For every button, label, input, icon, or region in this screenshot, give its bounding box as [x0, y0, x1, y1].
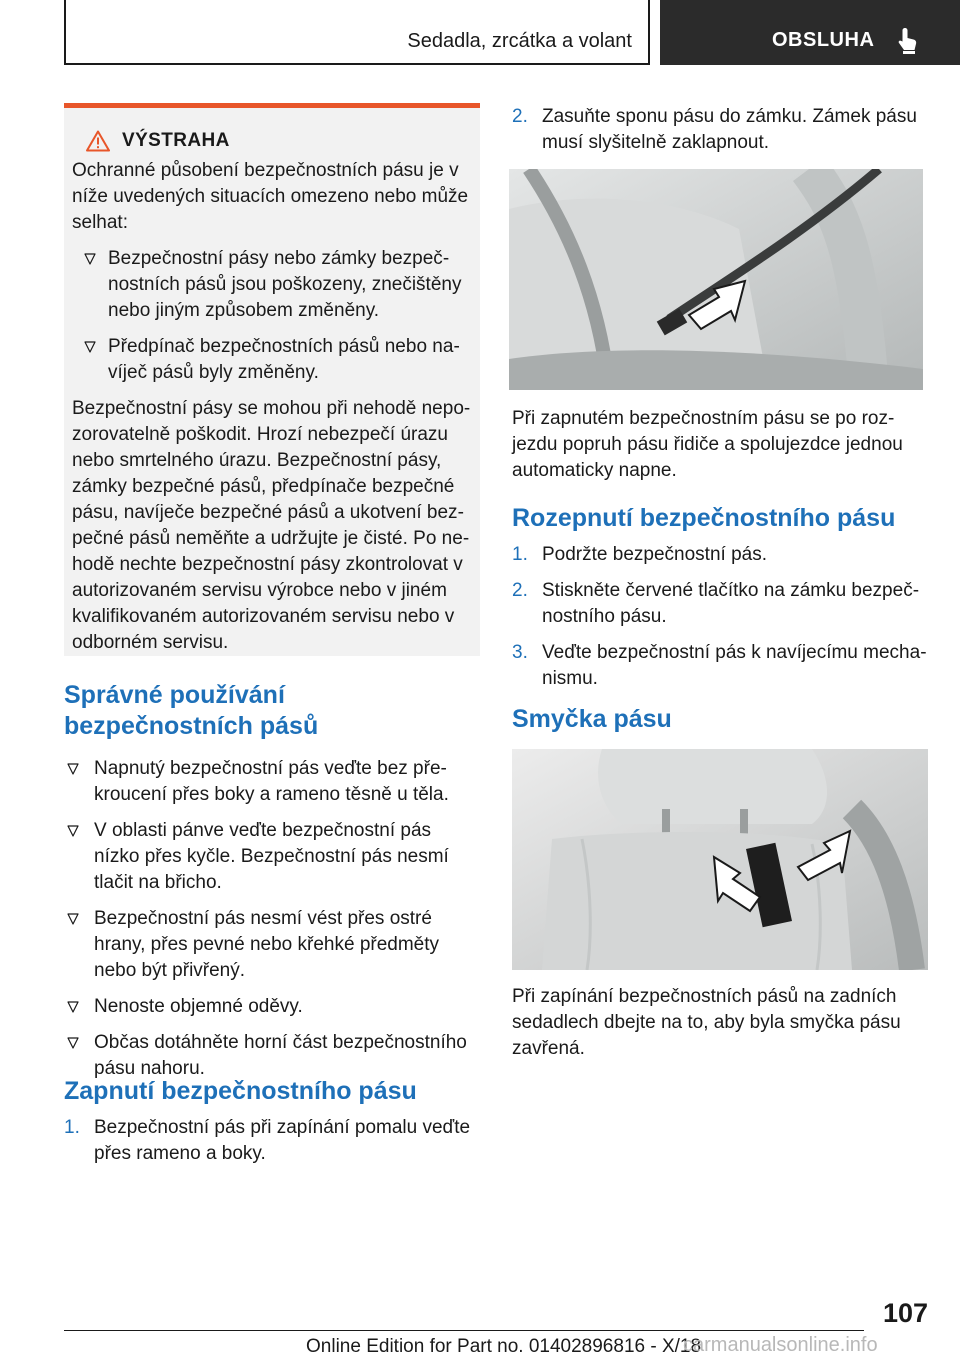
warning-box	[64, 103, 480, 656]
section-fasten-continued	[512, 104, 928, 166]
list-item: 1. Podržte bezpečnostní pás.	[512, 544, 767, 565]
list-item: Bezpečnostní pás nesmí vést přes ostré hrany, přes pevné nebo křehké předměty nebo být přivřený.	[64, 906, 480, 984]
warning-list-item: Předpínač bezpečnostních pásů nebo navíječ pásů byly změněny.	[72, 334, 472, 386]
header-section-title: Sedadla, zrcátka a volant	[407, 30, 632, 52]
list-item: Občas dotáhněte horní část bezpečnostního pásu nahoru.	[64, 1030, 480, 1082]
bullet-triangle-icon	[67, 763, 79, 775]
fasten-note: Při zapnutém bezpečnostním pásu se po rozjezdu popruh pásu řidiče a spolujezdce jednou automaticky napne.	[512, 408, 903, 481]
chapter-tab	[660, 0, 960, 65]
section-heading-loop: Smyčka pásu	[512, 705, 672, 733]
warning-title: VÝSTRAHA	[122, 130, 230, 151]
page-number: 107	[882, 1298, 928, 1328]
section-heading: Zapnutí bezpečnostního pásu	[64, 1077, 417, 1105]
warning-list-item: Bezpečnostní pásy nebo zámky bezpečnostních pásů jsou poškozeny, znečištěny nebo jiným způsobem změněny.	[72, 246, 472, 324]
correct-use-list	[64, 756, 480, 1082]
section-heading: Správné používání bezpečnostních pásů	[64, 681, 319, 740]
section-heading: Rozepnutí bezpečnostního pásu	[512, 504, 896, 532]
warning-body: Bezpečnostní pásy se mohou při nehodě nepozorovatelně poškodit. Hrozí nebezpečí úrazu nebo smrtelného úrazu. Bezpečnostní pásy, zámky bezpečné pásů, předpínače bezpečné pásu, navíječe bezpečné pásů a ukotvení bezpečné pásů neměňte a udržujte je čisté. Po nehodě nechte bezpečnostní pásy zkontrolovat v autorizovaném servisu výrobce nebo v jiném kvalifikovaném autorizovaném servisu nebo v odborném servisu.	[72, 398, 471, 653]
list-item: 1. Bezpečnostní pás při zapínání pomalu veďte přes rameno a boky.	[64, 1117, 471, 1164]
list-item: Nenoste objemné oděvy.	[64, 994, 480, 1020]
chapter-tab-label: OBSLUHA	[772, 29, 875, 51]
seatbelt-buckle-image	[509, 169, 923, 390]
list-item: Napnutý bezpečnostní pás veďte bez překroucení přes boky a rameno těsně u těla.	[64, 756, 480, 808]
bullet-triangle-icon	[67, 1001, 79, 1013]
warning-title-row	[86, 130, 472, 152]
unfasten-steps	[512, 542, 928, 692]
list-item: 2. Stiskněte červené tlačítko na zámku bezpečnostního pásu.	[512, 580, 920, 627]
running-header	[64, 0, 650, 65]
footer-edition: Online Edition for Part no. 01402896816 - X/18	[306, 1336, 702, 1357]
bullet-triangle-icon	[84, 253, 96, 265]
list-item: 3. Veďte bezpečnostní pás k navíjecímu mechanismu.	[512, 642, 927, 689]
fasten-steps	[64, 1115, 480, 1167]
warning-intro: Ochranné působení bezpečnostních pásu je v níže uvedených situacích omezeno nebo může selhat:	[72, 160, 469, 233]
section-correct-use	[64, 680, 480, 1092]
bullet-triangle-icon	[67, 913, 79, 925]
bullet-triangle-icon	[84, 341, 96, 353]
list-item: V oblasti pánve veďte bezpečnostní pás nízko přes kyčle. Bezpečnostní pás nesmí tlačit na břicho.	[64, 818, 480, 896]
bullet-triangle-icon	[67, 825, 79, 837]
seatbelt-loop-image	[512, 749, 928, 970]
pointing-hand-icon	[896, 26, 920, 54]
section-fasten	[64, 1076, 480, 1177]
loop-note: Při zapínání bezpečnostních pásů na zadních sedadlech dbejte na to, aby byla smyčka pásu zavřená.	[512, 986, 901, 1059]
section-unfasten	[512, 503, 928, 702]
bullet-triangle-icon	[67, 1037, 79, 1049]
footer-watermark: carmanualsonline.info	[683, 1334, 878, 1356]
warning-list	[72, 246, 472, 386]
list-item: 2. Zasuňte sponu pásu do zámku. Zámek pásu musí slyšitelně zaklapnout.	[512, 106, 917, 153]
warning-triangle-icon	[86, 130, 110, 152]
footer-divider	[64, 1330, 864, 1331]
